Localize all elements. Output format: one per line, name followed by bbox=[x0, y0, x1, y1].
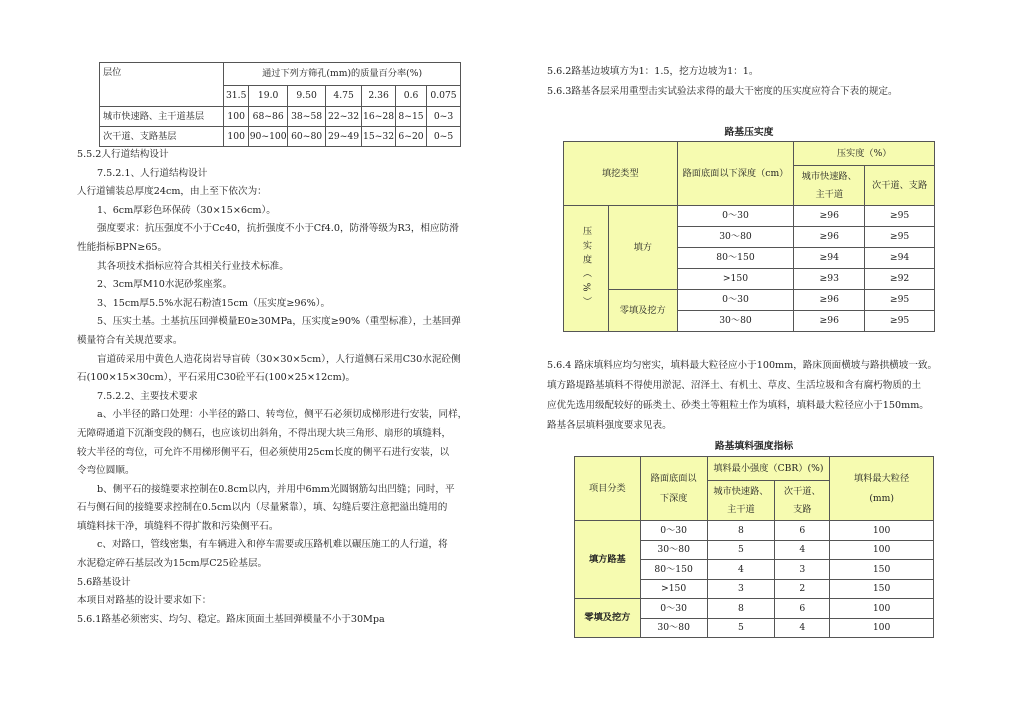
table-row bbox=[564, 290, 935, 311]
sieve-header: 4.75 bbox=[326, 86, 362, 107]
header-item: 项目分类 bbox=[575, 457, 641, 521]
paragraph: 性能指标BPN≥65。 bbox=[77, 241, 168, 253]
header-compaction: 压实度（%） bbox=[794, 142, 935, 166]
group-name: 零填及挖方 bbox=[575, 599, 641, 638]
table-row bbox=[575, 599, 934, 619]
depth-cell: 0～30 bbox=[640, 599, 707, 619]
depth-cell: 0～30 bbox=[640, 521, 707, 541]
value-cell: 100 bbox=[830, 540, 934, 560]
value-cell: ≥95 bbox=[865, 290, 935, 311]
value-cell: 6 bbox=[775, 599, 830, 619]
grading-cell: 16~28 bbox=[362, 107, 396, 127]
value-cell: ≥96 bbox=[794, 311, 865, 332]
paragraph: 石与侧石间的接缝要求控制在0.5cm以内（尽量紧靠），填、勾缝后要注意把溢出缝用的 bbox=[77, 502, 448, 514]
value-cell: ≥96 bbox=[794, 227, 865, 248]
table-row bbox=[100, 107, 461, 127]
value-cell: ≥93 bbox=[794, 269, 865, 290]
right-top-text bbox=[547, 62, 898, 102]
paragraph: 本项目对路基的设计要求如下： bbox=[77, 595, 212, 607]
value-cell: ≥95 bbox=[865, 311, 935, 332]
depth-cell: 30～80 bbox=[640, 618, 707, 638]
paragraph: 5.6.3路基各层采用重型击实试验法求得的最大干密度的压实度应符合下表的规定。 bbox=[547, 86, 898, 97]
sieve-header: 0.075 bbox=[427, 86, 461, 107]
group-name: 填方 bbox=[608, 206, 677, 290]
header-secondary: 次干道、支路 bbox=[775, 481, 830, 521]
depth-cell: >150 bbox=[640, 579, 707, 599]
left-body-text bbox=[77, 146, 467, 629]
value-cell: 4 bbox=[707, 560, 775, 580]
grading-header-group: 通过下列方筛孔(mm)的质量百分率(%) bbox=[224, 63, 461, 86]
header-depth: 路面底面以下深度 bbox=[640, 457, 707, 521]
header-fill-type: 填挖类型 bbox=[564, 142, 678, 206]
compaction-caption: 路基压实度 bbox=[724, 127, 774, 138]
header-cbr: 填料最小强度（CBR）(%) bbox=[707, 457, 830, 481]
sieve-header: 31.5 bbox=[224, 86, 249, 107]
sieve-header: 2.36 bbox=[362, 86, 396, 107]
value-cell: ≥94 bbox=[865, 248, 935, 269]
paragraph: a、小半径的路口处理：小半径的路口、转弯位，侧平石必须切成梯形进行安装，同样， bbox=[97, 409, 468, 421]
value-cell: 4 bbox=[775, 540, 830, 560]
value-cell: 100 bbox=[830, 599, 934, 619]
grading-header-layer: 层位 bbox=[100, 63, 224, 107]
depth-cell: 80～150 bbox=[677, 248, 794, 269]
value-cell: 100 bbox=[830, 521, 934, 541]
subsection-heading: 7.5.2.1、人行道结构设计 bbox=[97, 167, 208, 179]
paragraph: 模量符合有关规范要求。 bbox=[77, 334, 183, 346]
side-label: 压实度（%） bbox=[564, 206, 609, 332]
value-cell: 150 bbox=[830, 579, 934, 599]
grading-cell: 90~100 bbox=[249, 127, 288, 147]
grading-cell: 100 bbox=[224, 107, 249, 127]
value-cell: 8 bbox=[707, 521, 775, 541]
grading-cell: 22~32 bbox=[326, 107, 362, 127]
depth-cell: 80～150 bbox=[640, 560, 707, 580]
value-cell: 6 bbox=[775, 521, 830, 541]
paragraph: 人行道铺装总厚度24cm，由上至下依次为： bbox=[77, 186, 267, 198]
table-row bbox=[100, 127, 461, 147]
table-row bbox=[564, 206, 935, 227]
paragraph: 石(100×15×30cm），平石采用C30砼平石(100×25×12cm)。 bbox=[77, 372, 356, 384]
sieve-header: 9.50 bbox=[288, 86, 326, 107]
grading-cell: 100 bbox=[224, 127, 249, 147]
paragraph: 应优先选用级配较好的砾类土、砂类土等粗粒土作为填料，填料最大粒径应小于150mm。 bbox=[547, 400, 929, 411]
compaction-table bbox=[563, 141, 935, 332]
group-name: 零填及挖方 bbox=[608, 290, 677, 332]
paragraph: b、侧平石的接缝要求控制在0.8cm以内，并用中6mm光圆钢筋勾出凹缝；同时，平 bbox=[97, 483, 455, 495]
header-depth: 路面底面以下深度（cm） bbox=[677, 142, 794, 206]
grading-table bbox=[99, 62, 461, 147]
value-cell: 3 bbox=[775, 560, 830, 580]
table-row bbox=[575, 521, 934, 541]
depth-cell: 0～30 bbox=[677, 290, 794, 311]
value-cell: ≥95 bbox=[865, 227, 935, 248]
paragraph: 5.6.2路基边坡填方为1：1.5，挖方边坡为1：1。 bbox=[547, 66, 759, 77]
depth-cell: 0～30 bbox=[677, 206, 794, 227]
right-mid-text bbox=[547, 356, 937, 436]
paragraph: 其各项技术指标应符合其相关行业技术标准。 bbox=[97, 260, 289, 272]
header-expressway: 城市快速路、主干道 bbox=[794, 166, 865, 206]
value-cell: ≥96 bbox=[794, 206, 865, 227]
paragraph: 1、6cm厚彩色环保砖（30×15×6cm）。 bbox=[97, 204, 276, 216]
paragraph: 令弯位圆顺。 bbox=[77, 465, 135, 477]
value-cell: 2 bbox=[775, 579, 830, 599]
paragraph: 水泥稳定碎石基层改为15cm厚C25砼基层。 bbox=[77, 558, 268, 570]
sieve-header: 19.0 bbox=[249, 86, 288, 107]
sieve-header: 0.6 bbox=[396, 86, 427, 107]
grading-cell: 8~15 bbox=[396, 107, 427, 127]
grading-cell: 68~86 bbox=[249, 107, 288, 127]
layer-name: 城市快速路、主干道基层 bbox=[100, 107, 224, 127]
value-cell: 3 bbox=[707, 579, 775, 599]
paragraph: 填方路堤路基填料不得使用淤泥、沼泽土、有机土、草皮、生活垃圾和含有腐朽物质的土 bbox=[547, 380, 922, 391]
value-cell: 5 bbox=[707, 540, 775, 560]
paragraph: 强度要求：抗压强度不小于Cc40，抗折强度不小于Cf4.0，防滑等级为R3，相应防滑 bbox=[97, 223, 459, 235]
value-cell: ≥92 bbox=[865, 269, 935, 290]
value-cell: ≥95 bbox=[865, 206, 935, 227]
paragraph: 5.6.1路基必须密实、均匀、稳定。路床顶面土基回弹模量不小于30Mpa bbox=[77, 613, 385, 625]
grading-cell: 0~3 bbox=[427, 107, 461, 127]
section-heading: 5.5.2人行道结构设计 bbox=[77, 149, 169, 160]
grading-cell: 29~49 bbox=[326, 127, 362, 147]
subsection-heading: 7.5.2.2、主要技术要求 bbox=[97, 390, 198, 402]
group-name: 填方路基 bbox=[575, 521, 641, 599]
layer-name: 次干道、支路基层 bbox=[100, 127, 224, 147]
value-cell: 150 bbox=[830, 560, 934, 580]
paragraph: 2、3cm厚M10水泥砂浆座浆。 bbox=[97, 279, 233, 291]
depth-cell: 30～80 bbox=[677, 227, 794, 248]
depth-cell: >150 bbox=[677, 269, 794, 290]
value-cell: 5 bbox=[707, 618, 775, 638]
paragraph: 较大半径的弯位，可允许不用梯形侧平石，但必须使用25cm长度的侧平石进行安装，以 bbox=[77, 446, 450, 458]
grading-cell: 6~20 bbox=[396, 127, 427, 147]
value-cell: 8 bbox=[707, 599, 775, 619]
header-expressway: 城市快速路、主干道 bbox=[707, 481, 775, 521]
header-secondary: 次干道、支路 bbox=[865, 166, 935, 206]
paragraph: 无障碍通道下沉渐变段的侧石，也应该切出斜角，不得出现大块三角形、扇形的填缝料， bbox=[77, 427, 452, 439]
value-cell: ≥96 bbox=[794, 290, 865, 311]
paragraph: 盲道砖采用中黄色人造花岗岩导盲砖（30×30×5cm），人行道侧石采用C30水泥砼侧 bbox=[97, 353, 461, 365]
grading-cell: 0~5 bbox=[427, 127, 461, 147]
value-cell: ≥94 bbox=[794, 248, 865, 269]
paragraph: 路基各层填料强度要求见表。 bbox=[547, 420, 672, 431]
depth-cell: 30～80 bbox=[677, 311, 794, 332]
depth-cell: 30～80 bbox=[640, 540, 707, 560]
paragraph: c、对路口，管线密集，有车辆进入和停车需要或压路机难以碾压施工的人行道，将 bbox=[97, 539, 448, 551]
section-heading: 5.6路基设计 bbox=[77, 576, 131, 588]
strength-caption: 路基填料强度指标 bbox=[714, 441, 794, 452]
paragraph: 5.6.4 路床填料应均匀密实，填料最大粒径应小于100mm，路床顶面横坡与路拱横坡一致。 bbox=[547, 360, 938, 371]
paragraph: 5、压实土基。土基抗压回弹模量E0≥30MPa，压实度≥90%（重型标准），土基回弹 bbox=[97, 316, 461, 328]
value-cell: 4 bbox=[775, 618, 830, 638]
grading-cell: 60~80 bbox=[288, 127, 326, 147]
grading-cell: 38~58 bbox=[288, 107, 326, 127]
strength-table bbox=[574, 456, 934, 638]
paragraph: 3、15cm厚5.5%水泥石粉渣15cm（压实度≥96%）。 bbox=[97, 297, 331, 309]
paragraph: 填缝料抹干净，填缝料不得扩散和污染侧平石。 bbox=[77, 520, 279, 532]
header-max-size: 填料最大粒径(mm) bbox=[830, 457, 934, 521]
value-cell: 100 bbox=[830, 618, 934, 638]
grading-cell: 15~32 bbox=[362, 127, 396, 147]
